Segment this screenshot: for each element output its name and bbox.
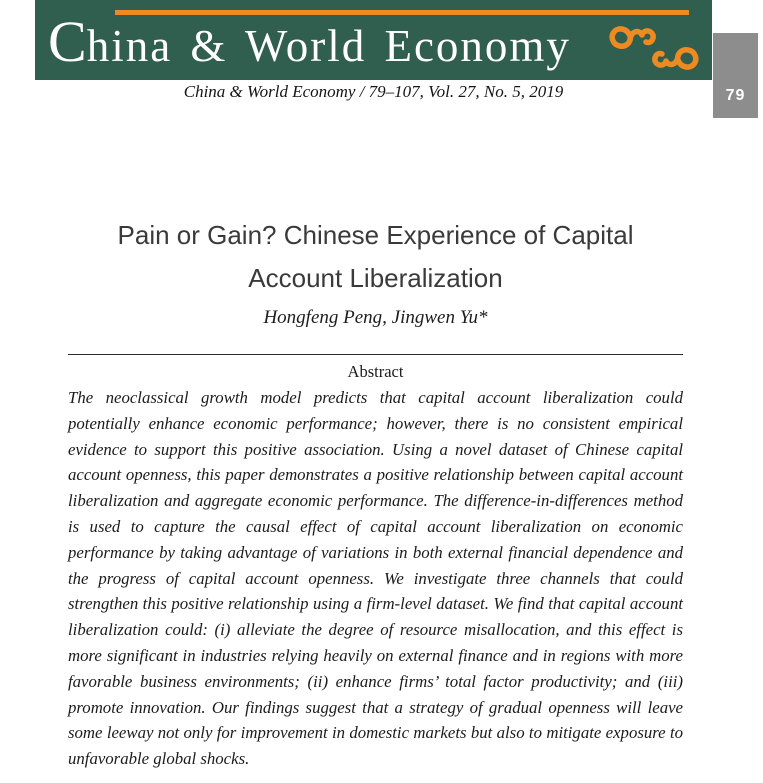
cloud-scroll-logo-icon bbox=[608, 21, 700, 75]
article-title-line-1: Pain or Gain? Chinese Experience of Capital bbox=[117, 220, 634, 250]
abstract-divider-rule bbox=[68, 354, 683, 355]
abstract-text: The neoclassical growth model predicts that capital account liberalization could potentially enhance economic performance; however, there is no consistent empirical evidence to support this positive association. Using a novel dataset of Chinese capital account openness, this paper demonstrates a positive relationship between capital account liberalization and aggregate economic performance. The difference-in-differences method is used to capture the causal effect of capital account liberalization on economic performance by taking advantage of variations in both external financial dependence and the progress of capital account openness. We investigate three channels that could strengthen this positive relationship using a firm-level dataset. We find that capital account liberalization could: (i) alleviate the degree of resource misallocation, and this effect is more significant in industries relying heavily on external finance and in regions with more favorable business environments; (ii) enhance firms’ total factor productivity; and (iii) promote innovation. Our findings suggest that a strategy of gradual openness will leave some leeway not only for improvement in domestic markets but also to mitigate exposure to unfavorable global shocks. bbox=[68, 388, 683, 769]
journal-banner bbox=[35, 0, 712, 80]
article-authors: Hongfeng Peng, Jingwen Yu* bbox=[263, 307, 488, 328]
article-title-line-2: Account Liberalization bbox=[248, 263, 503, 293]
page-number-tab bbox=[713, 33, 758, 118]
page-number: 79 bbox=[725, 87, 746, 104]
journal-name-rest: hina & World Economy bbox=[86, 21, 571, 71]
article-title bbox=[68, 214, 683, 300]
article-content bbox=[68, 210, 683, 772]
logo-bottom-scroll bbox=[655, 50, 696, 67]
journal-citation: China & World Economy / 79–107, Vol. 27, No. 5, 2019 bbox=[183, 82, 564, 101]
journal-name-initial: C bbox=[48, 9, 87, 74]
abstract-heading: Abstract bbox=[347, 362, 404, 381]
logo-top-scroll bbox=[612, 29, 653, 46]
journal-name bbox=[48, 9, 571, 74]
